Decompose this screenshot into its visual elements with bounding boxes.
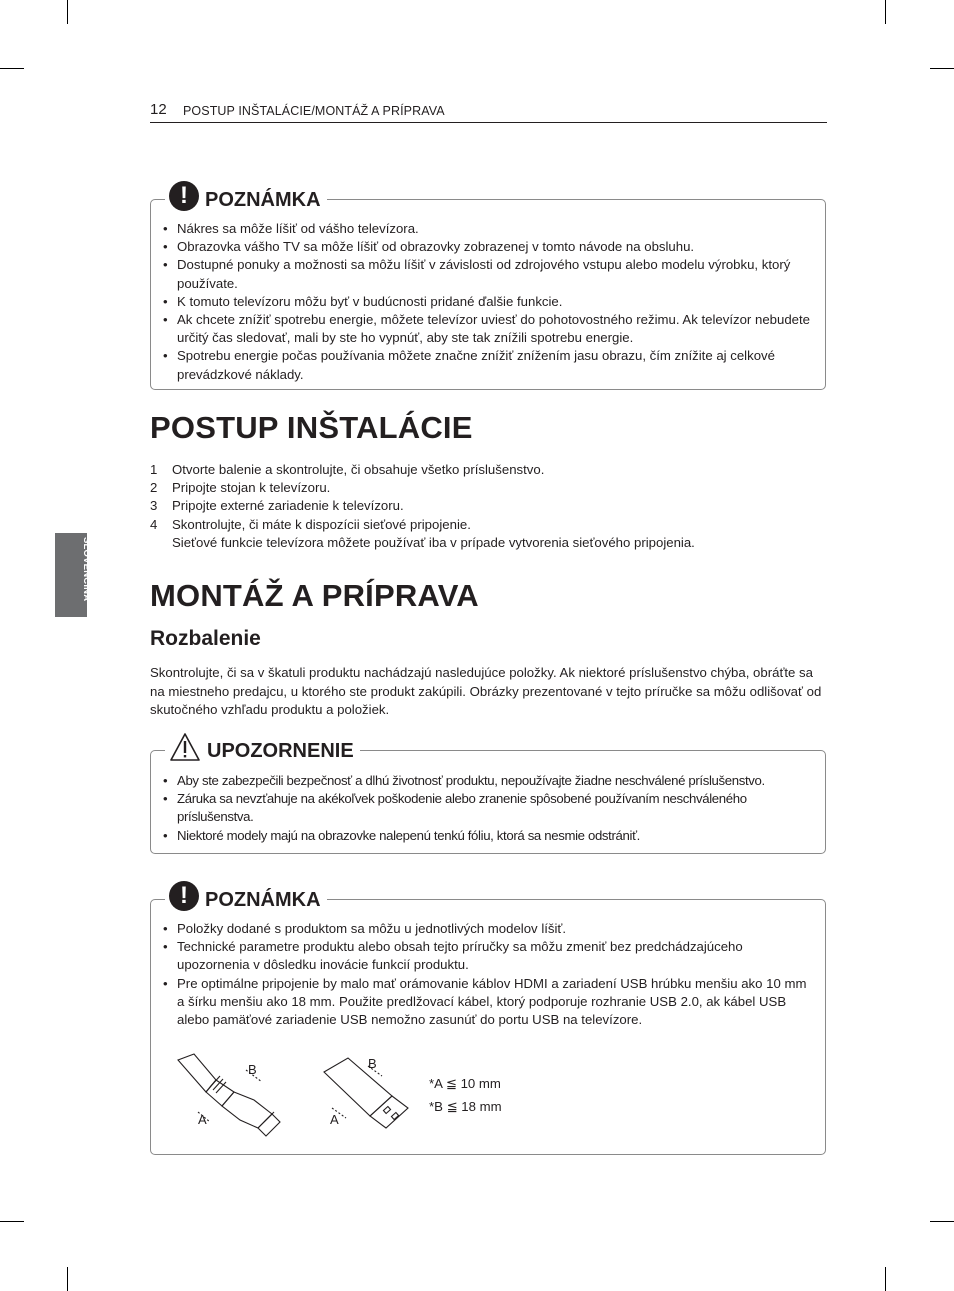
caution-list xyxy=(163,772,813,845)
dimension-a: *A ≦ 10 mm xyxy=(429,1076,501,1091)
installation-steps xyxy=(150,461,830,552)
subsection-title-unpacking: Rozbalenie xyxy=(150,627,261,650)
page-number: 12 xyxy=(150,101,167,118)
step-subtext: Sieťové funkcie televízora môžete používať iba v prípade vytvorenia sieťového pripojenia. xyxy=(172,534,695,550)
note-item: • Obrazovka vášho TV sa môže líšiť od obrazovky zobrazenej v tomto návode na obsluhu. xyxy=(163,238,813,256)
note-item: • Nákres sa môže líšiť od vášho televízora. xyxy=(163,220,813,238)
caution-item: • Niektoré modely majú na obrazovke nalepenú tenkú fóliu, ktorá sa nesmie odstrániť. xyxy=(163,827,813,845)
note-header xyxy=(165,882,327,914)
exclamation-icon: ! xyxy=(169,881,199,911)
note-box xyxy=(150,882,826,1155)
crop-mark xyxy=(0,1221,24,1222)
label-b: B xyxy=(248,1062,257,1077)
label-a: A xyxy=(330,1112,339,1127)
caution-box xyxy=(150,739,826,854)
note-box xyxy=(150,182,826,390)
step-item: 2 Pripojte stojan k televízoru. xyxy=(150,480,331,496)
crop-mark xyxy=(930,68,954,69)
caution-item: • Záruka sa nevzťahuje na akékoľvek poškodenie alebo zranenie spôsobené používaním neschváleného príslušenstva. xyxy=(163,790,813,826)
step-item: 3 Pripojte externé zariadenie k televízoru. xyxy=(150,498,404,514)
label-a: A xyxy=(198,1112,207,1127)
dimension-b: *B ≦ 18 mm xyxy=(429,1099,502,1114)
hdmi-cable-icon xyxy=(178,1054,280,1136)
note-item: • Pre optimálne pripojenie by malo mať orámovanie káblov HDMI a zariadení USB hrúbku menšiu ako 10 mm a šírku menšiu ako 18 mm. Použite predlžovací kábel, ktorý podporuje rozhranie USB 2.0, ak kábel USB alebo pamäťové zariadenie USB nemožno zasunúť do portu USB na televízore. xyxy=(163,975,813,1030)
crop-mark xyxy=(885,0,886,24)
note-item: • K tomuto televízoru môžu byť v budúcnosti pridané ďalšie funkcie. xyxy=(163,293,813,311)
note-item: • Technické parametre produktu alebo obsah tejto príručky sa môžu zmeniť bez predchádzajúceho upozornenia v dôsledku inovácie funkcií produktu. xyxy=(163,938,813,974)
label-b: B xyxy=(368,1056,377,1071)
exclamation-icon: ! xyxy=(169,181,199,211)
crop-mark xyxy=(67,1267,68,1291)
note-item: • Dostupné ponuky a možnosti sa môžu líšiť v závislosti od zdrojového vstupu alebo modelu výrobku, ktorý používate. xyxy=(163,256,813,292)
running-title: POSTUP INŠTALÁCIE/MONTÁŽ A PRÍPRAVA xyxy=(183,104,445,118)
crop-mark xyxy=(930,1221,954,1222)
note-item: • Spotrebu energie počas používania môžete značne znížiť znížením jasu obrazu, čím znížite aj celkové prevádzkové náklady. xyxy=(163,347,813,383)
note-header xyxy=(165,182,327,214)
note-title: POZNÁMKA xyxy=(205,188,321,211)
caution-header xyxy=(165,737,360,765)
unpacking-paragraph: Skontrolujte, či sa v škatuli produktu nachádzajú nasledujúce položky. Ak niektoré príslušenstvo chýba, obráťte sa na miestneho predajcu, u ktorého ste produkt zakúpili. Obrázky prezentované v tejto príručke sa môžu odlišovať od skutočného vzhľadu produktu a položiek. xyxy=(150,665,822,717)
language-tab-label: SLOVENČINA xyxy=(81,537,92,602)
step-item: 1 Otvorte balenie a skontrolujte, či obsahuje všetko príslušenstvo. xyxy=(150,462,545,477)
caution-item: • Aby ste zabezpečili bezpečnosť a dlhú životnosť produktu, nepoužívajte žiadne neschválené príslušenstvo. xyxy=(163,772,813,790)
step-item: 4 Skontrolujte, či máte k dispozícii sieťové pripojenie. xyxy=(150,516,471,532)
section-title-assembly: MONTÁŽ A PRÍPRAVA xyxy=(150,578,479,613)
note-item: • Ak chcete znížiť spotrebu energie, môžete televízor uviesť do pohotovostného režimu. Ak televízor nebudete určitý čas sledovať, mali by ste ho vypnúť, aby ste tak znížili spotrebu energie. xyxy=(163,311,813,347)
language-tab xyxy=(55,533,92,617)
note-item: • Položky dodané s produktom sa môžu u jednotlivých modelov líšiť. xyxy=(163,920,813,938)
warning-triangle-icon xyxy=(169,732,201,762)
crop-mark xyxy=(885,1267,886,1291)
note-list xyxy=(163,220,813,384)
crop-mark xyxy=(0,68,24,69)
note-list xyxy=(163,920,813,1029)
note-title: POZNÁMKA xyxy=(205,888,321,911)
connector-illustration xyxy=(176,1052,426,1142)
page-header xyxy=(150,100,827,123)
caution-title: UPOZORNENIE xyxy=(207,739,354,762)
dimension-notes xyxy=(429,1072,502,1118)
section-title-installation: POSTUP INŠTALÁCIE xyxy=(150,410,473,445)
crop-mark xyxy=(67,0,68,24)
